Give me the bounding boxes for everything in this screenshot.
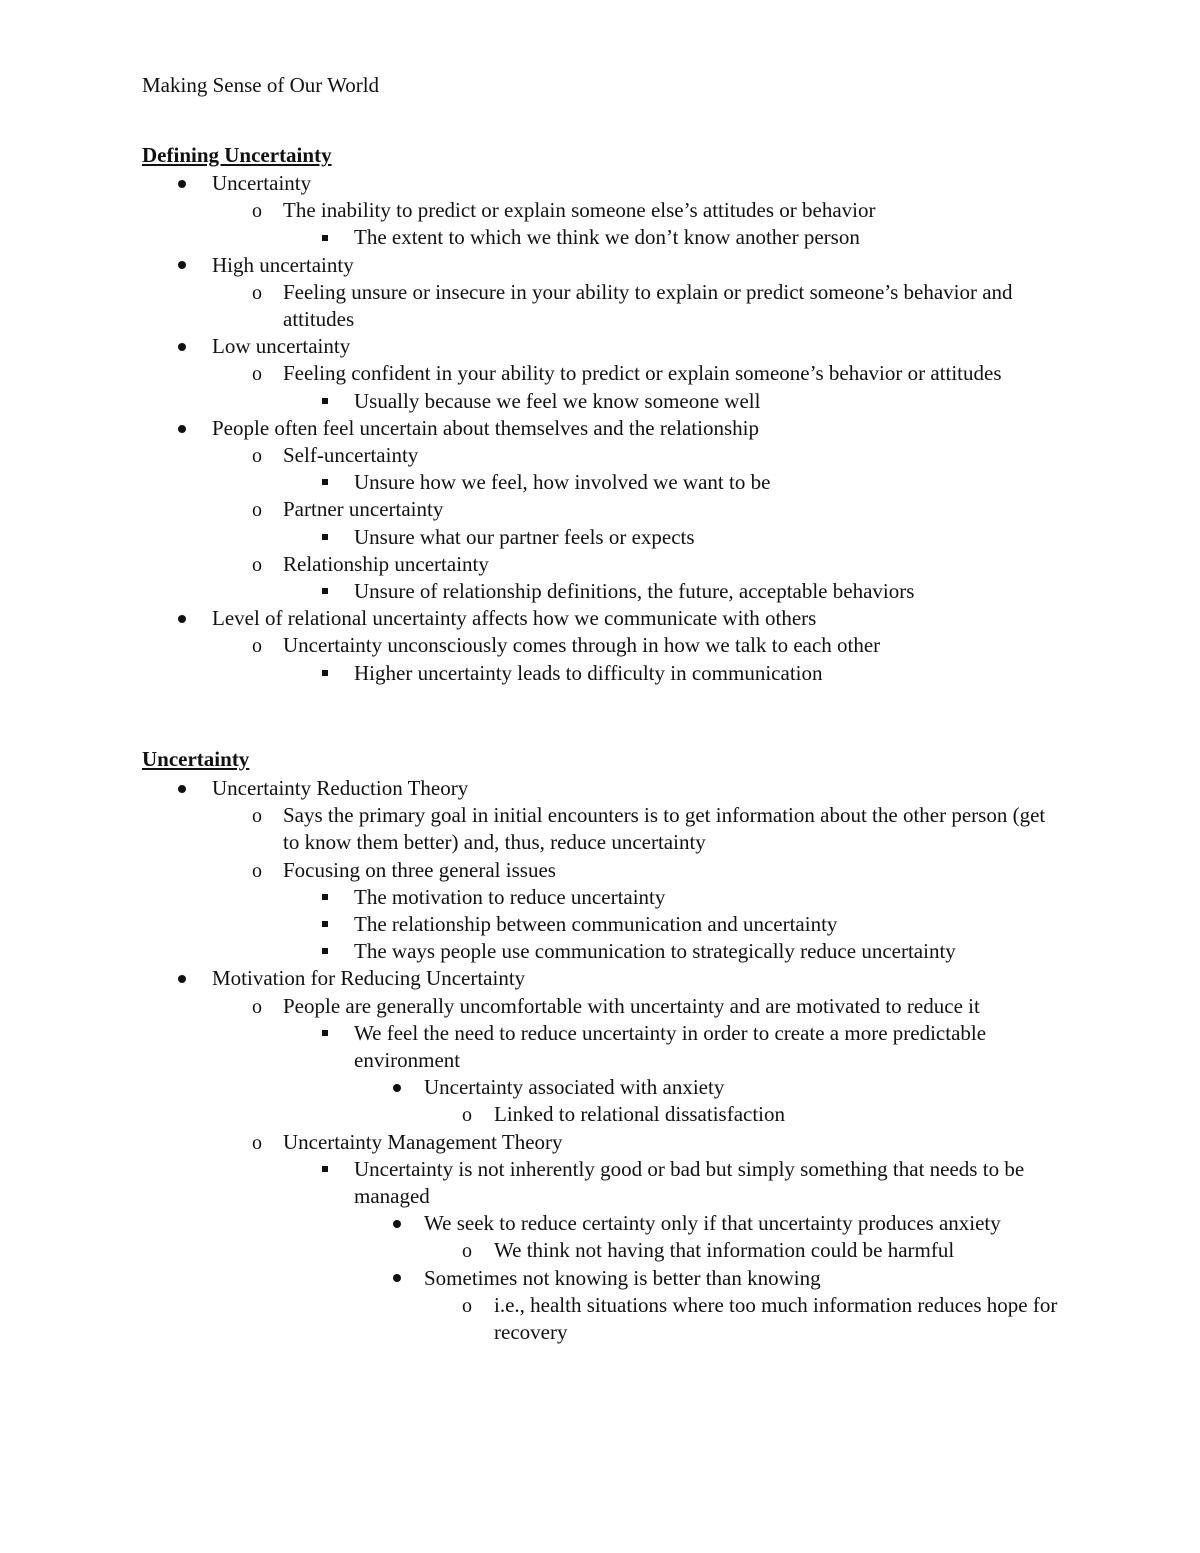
circle-o-bullet-icon: o	[252, 499, 262, 522]
list-item-text: We think not having that information could be harmful	[494, 1238, 955, 1263]
list-item-text: The extent to which we think we don’t know another person	[354, 225, 860, 250]
list-item	[0, 578, 1100, 605]
list-item	[0, 415, 1100, 442]
disc-bullet-icon	[178, 261, 186, 269]
square-bullet-icon	[322, 235, 328, 241]
bullet-marker	[247, 993, 267, 1021]
bullet-marker	[387, 1210, 407, 1237]
circle-o-bullet-icon: o	[252, 995, 262, 1018]
bullet-marker	[315, 1020, 335, 1047]
circle-o-bullet-icon: o	[252, 445, 262, 468]
list-item	[0, 333, 1100, 360]
disc-bullet-icon	[178, 975, 186, 983]
bullet-marker	[172, 333, 192, 360]
square-bullet-icon	[322, 534, 328, 540]
list-item	[0, 632, 1100, 659]
disc-bullet-icon	[178, 343, 186, 351]
list-item	[0, 252, 1100, 279]
list-item-text: Sometimes not knowing is better than knowing	[424, 1265, 821, 1290]
circle-o-bullet-icon: o	[462, 1240, 472, 1263]
list-item	[0, 197, 1100, 224]
disc-bullet-icon	[178, 615, 186, 623]
square-bullet-icon	[322, 670, 328, 676]
disc-bullet-icon	[178, 785, 186, 793]
bullet-marker	[315, 388, 335, 415]
square-bullet-icon	[322, 894, 328, 900]
bullet-marker	[247, 802, 267, 830]
list-item	[0, 775, 1100, 802]
square-bullet-icon	[322, 1030, 328, 1036]
list-item	[0, 170, 1100, 197]
circle-o-bullet-icon: o	[252, 805, 262, 828]
disc-bullet-icon	[178, 180, 186, 188]
square-bullet-icon	[322, 921, 328, 927]
list-item-text: Uncertainty associated with anxiety	[424, 1075, 725, 1100]
bullet-marker	[315, 524, 335, 551]
bullet-marker	[247, 632, 267, 660]
bullet-marker	[172, 775, 192, 802]
bullet-marker	[247, 496, 267, 524]
list-item-text: The ways people use communication to strategically reduce uncertainty	[354, 939, 956, 964]
list-item-text: Says the primary goal in initial encounters is to get information about the other person (get to know them better) and, thus, reduce uncertainty	[283, 803, 1046, 855]
list-item	[0, 1020, 1100, 1074]
bullet-marker	[247, 197, 267, 225]
circle-o-bullet-icon: o	[252, 553, 262, 576]
outline-list-uncertainty	[0, 775, 1100, 1346]
list-item-text: The motivation to reduce uncertainty	[354, 884, 666, 909]
circle-o-bullet-icon: o	[252, 859, 262, 882]
list-item-text: Unsure of relationship definitions, the future, acceptable behaviors	[354, 579, 915, 604]
list-item-text: Uncertainty is not inherently good or bad but simply something that needs to be managed	[354, 1156, 1025, 1209]
bullet-marker	[315, 578, 335, 605]
list-item	[0, 1156, 1100, 1210]
circle-o-bullet-icon: o	[252, 635, 262, 658]
list-item-text: Uncertainty Reduction Theory	[212, 776, 469, 800]
section-heading-uncertainty: Uncertainty	[142, 747, 250, 771]
list-item-text: Feeling unsure or insecure in your ability to explain or predict someone’s behavior and attitudes	[283, 279, 1013, 332]
list-item	[0, 1237, 1100, 1264]
list-item	[0, 660, 1100, 687]
bullet-marker	[172, 415, 192, 442]
bullet-marker	[457, 1237, 477, 1265]
list-item	[0, 1292, 1100, 1346]
outline-list-defining-uncertainty	[0, 170, 1100, 687]
list-item	[0, 1129, 1100, 1156]
disc-bullet-icon	[393, 1084, 401, 1092]
circle-o-bullet-icon: o	[462, 1294, 472, 1317]
square-bullet-icon	[322, 588, 328, 594]
list-item	[0, 884, 1100, 911]
bullet-marker	[172, 252, 192, 279]
list-item-text: People often feel uncertain about themselves and the relationship	[212, 415, 759, 440]
circle-o-bullet-icon: o	[252, 281, 262, 304]
list-item	[0, 442, 1100, 469]
list-item	[0, 1074, 1100, 1101]
circle-o-bullet-icon: o	[252, 1131, 262, 1154]
list-item-text: Motivation for Reducing Uncertainty	[212, 966, 526, 991]
list-item	[0, 1210, 1100, 1237]
list-item	[0, 551, 1100, 578]
disc-bullet-icon	[178, 425, 186, 433]
bullet-marker	[315, 938, 335, 965]
list-item-text: We seek to reduce certainty only if that uncertainty produces anxiety	[424, 1211, 1001, 1236]
list-item-text: Level of relational uncertainty affects how we communicate with others	[212, 606, 817, 631]
list-item	[0, 857, 1100, 884]
bullet-marker	[457, 1292, 477, 1320]
list-item-text: Usually because we feel we know someone well	[354, 388, 761, 413]
list-item	[0, 965, 1100, 992]
square-bullet-icon	[322, 948, 328, 954]
list-item	[0, 605, 1100, 632]
disc-bullet-icon	[393, 1274, 401, 1282]
list-item-text: Unsure what our partner feels or expects	[354, 524, 695, 549]
bullet-marker	[315, 884, 335, 911]
list-item	[0, 360, 1100, 387]
list-item	[0, 993, 1100, 1020]
list-item-text: Feeling confident in your ability to predict or explain someone’s behavior or attitudes	[283, 361, 1002, 386]
list-item-text: Uncertainty unconsciously comes through in how we talk to each other	[283, 633, 881, 658]
list-item-text: People are generally uncomfortable with uncertainty and are motivated to reduce it	[283, 993, 980, 1018]
list-item-text: Unsure how we feel, how involved we want to be	[354, 470, 771, 495]
list-item-text: The inability to predict or explain someone else’s attitudes or behavior	[283, 198, 876, 223]
circle-o-bullet-icon: o	[462, 1104, 472, 1127]
bullet-marker	[172, 170, 192, 197]
bullet-marker	[247, 279, 267, 307]
disc-bullet-icon	[393, 1220, 401, 1228]
circle-o-bullet-icon: o	[252, 363, 262, 386]
list-item-text: The relationship between communication and uncertainty	[354, 912, 838, 937]
list-item-text: Uncertainty	[212, 171, 312, 195]
list-item	[0, 388, 1100, 415]
bullet-marker	[315, 911, 335, 938]
list-item-text: Uncertainty Management Theory	[283, 1129, 563, 1154]
bullet-marker	[247, 360, 267, 388]
list-item-text: Low uncertainty	[212, 334, 351, 359]
list-item	[0, 1101, 1100, 1128]
list-item	[0, 911, 1100, 938]
bullet-marker	[247, 1129, 267, 1157]
list-item	[0, 469, 1100, 496]
square-bullet-icon	[322, 1166, 328, 1172]
bullet-marker	[172, 605, 192, 632]
bullet-marker	[315, 224, 335, 251]
square-bullet-icon	[322, 479, 328, 485]
bullet-marker	[315, 469, 335, 496]
bullet-marker	[387, 1265, 407, 1292]
bullet-marker	[247, 442, 267, 470]
bullet-marker	[315, 660, 335, 687]
document-title: Making Sense of Our World	[142, 73, 380, 97]
bullet-marker	[247, 551, 267, 579]
list-item	[0, 224, 1100, 251]
list-item-text: Self-uncertainty	[283, 443, 419, 468]
list-item	[0, 496, 1100, 523]
list-item-text: i.e., health situations where too much information reduces hope for recovery	[494, 1292, 1058, 1345]
list-item	[0, 938, 1100, 965]
list-item-text: Partner uncertainty	[283, 497, 444, 522]
square-bullet-icon	[322, 398, 328, 404]
list-item	[0, 524, 1100, 551]
list-item-text: High uncertainty	[212, 252, 354, 277]
circle-o-bullet-icon: o	[252, 200, 262, 223]
bullet-marker	[315, 1156, 335, 1183]
bullet-marker	[172, 965, 192, 992]
list-item-text: We feel the need to reduce uncertainty in order to create a more predictable environment	[354, 1020, 987, 1073]
list-item	[0, 279, 1100, 333]
list-item-text: Higher uncertainty leads to difficulty in communication	[354, 660, 823, 685]
bullet-marker	[387, 1074, 407, 1101]
list-item-text: Focusing on three general issues	[283, 857, 556, 882]
section-heading-defining-uncertainty: Defining Uncertainty	[142, 143, 332, 167]
bullet-marker	[457, 1101, 477, 1129]
list-item-text: Linked to relational dissatisfaction	[494, 1102, 786, 1127]
list-item	[0, 1265, 1100, 1292]
list-item-text: Relationship uncertainty	[283, 551, 489, 576]
bullet-marker	[247, 857, 267, 885]
list-item	[0, 802, 1100, 856]
